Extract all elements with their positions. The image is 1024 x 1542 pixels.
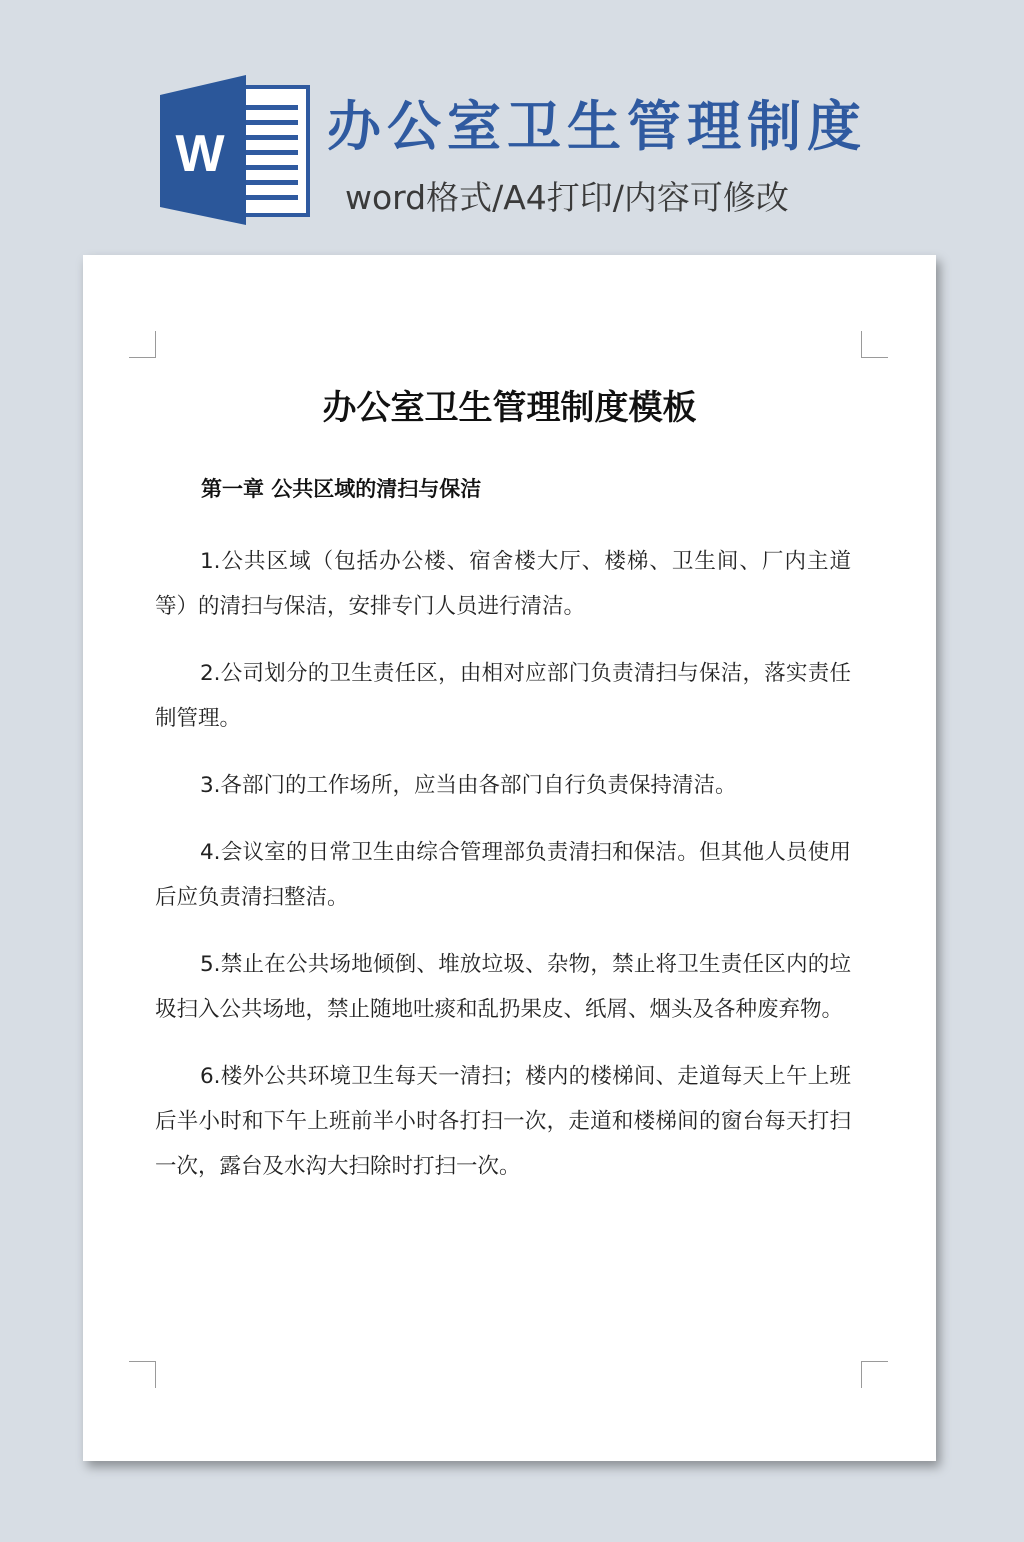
margin-corner-bottom-left xyxy=(129,1361,156,1388)
chapter-heading: 第一章 公共区域的清扫与保洁 xyxy=(201,477,482,501)
document-title: 办公室卫生管理制度模板 xyxy=(322,388,697,428)
paragraph-6: 6.楼外公共环境卫生每天一清扫；楼内的楼梯间、走道每天上午上班后半小时和下午上班前半小时各打扫一次，走道和楼梯间的窗台每天打扫一次，露台及水沟大扫除时打扫一次。 xyxy=(155,1064,851,1179)
paragraph-1: 1.公共区域（包括办公楼、宿舍楼大厅、楼梯、卫生间、厂内主道等）的清扫与保洁，安排专门人员进行清洁。 xyxy=(155,549,851,619)
paragraph-3: 3.各部门的工作场所，应当由各部门自行负责保持清洁。 xyxy=(200,773,737,798)
word-document-icon xyxy=(160,75,310,225)
margin-corner-bottom-right xyxy=(861,1361,888,1388)
margin-corner-top-left xyxy=(129,331,156,358)
header-banner xyxy=(0,0,1024,250)
paragraph-2: 2.公司划分的卫生责任区，由相对应部门负责清扫与保洁，落实责任制管理。 xyxy=(155,661,851,731)
paragraph-5: 5.禁止在公共场地倾倒、堆放垃圾、杂物，禁止将卫生责任区内的垃圾扫入公共场地，禁止随地吐痰和乱扔果皮、纸屑、烟头及各种废弃物。 xyxy=(155,952,851,1022)
margin-corner-top-right xyxy=(861,331,888,358)
document-page xyxy=(83,255,936,1461)
paragraph-4: 4.会议室的日常卫生由综合管理部负责清扫和保洁。但其他人员使用后应负责清扫整洁。 xyxy=(155,840,851,910)
logo-letter: W xyxy=(175,125,225,183)
banner-title: 办公室卫生管理制度 xyxy=(327,95,867,158)
document-body xyxy=(155,539,851,1211)
banner-subtitle: word格式/A4打印/内容可修改 xyxy=(345,178,789,217)
